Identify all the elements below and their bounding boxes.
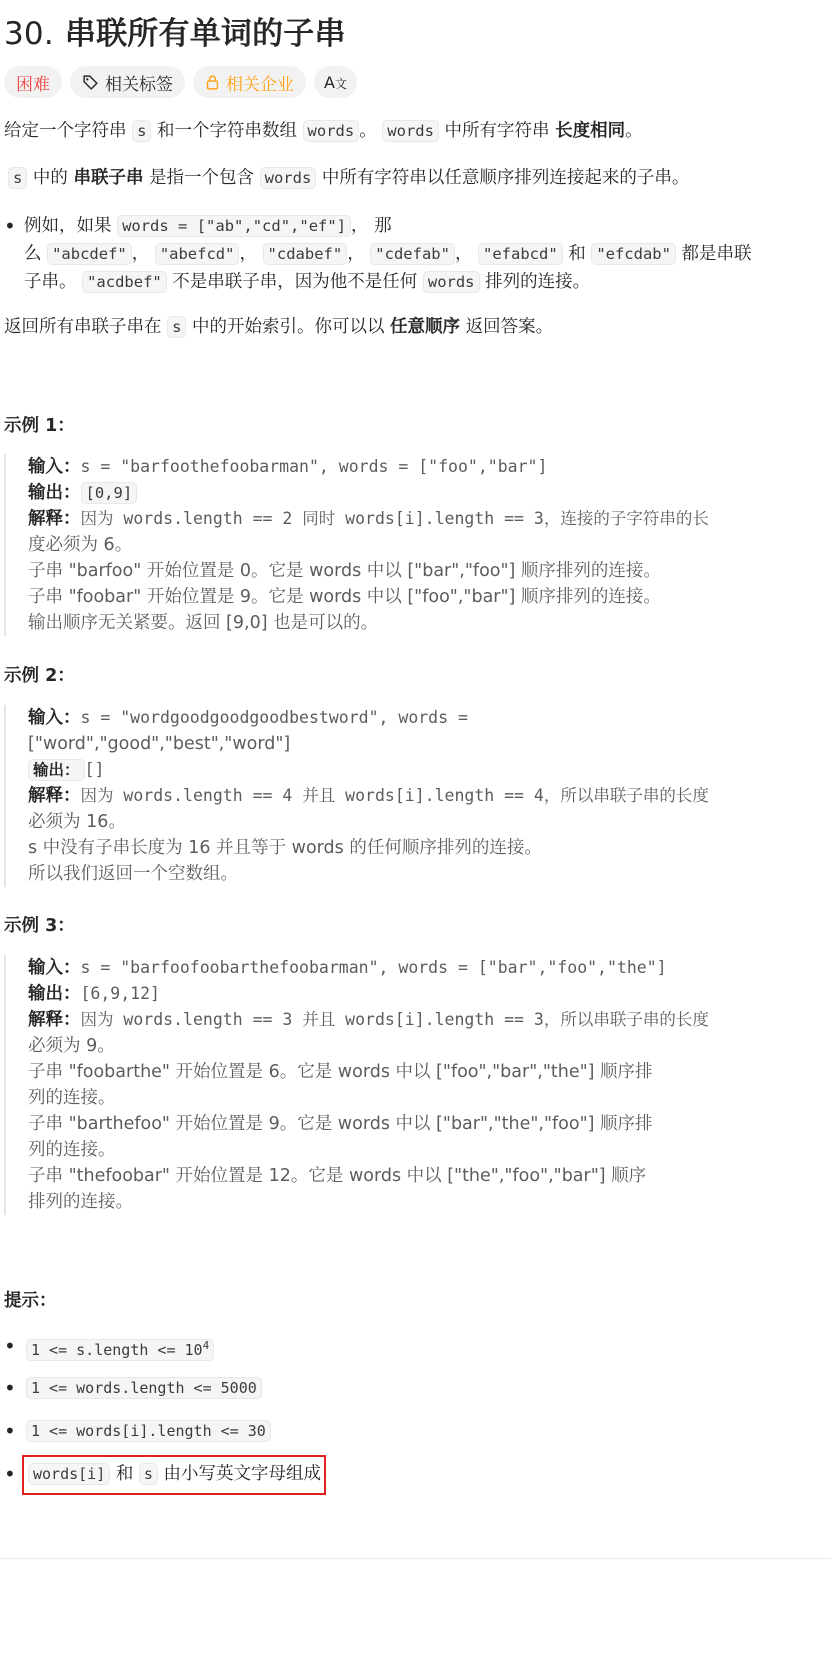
example-3-block: 输入：s = "barfoofoobarthefoobarman", words = ["bar","foo","the"] 输出：[6,9,12] 解释：因为 words.length == 3 并且 words[i].length == 3，所以串联子串的长度 必须为 9。 子串 "foobarthe" 开始位置是 6。它是 words 中以 ["foo","bar","the"] 顺序排 列的连接。 子串 "barthefoo" 开始位置是 9。它是 words 中以 ["bar","the","foo"] 顺序排 列的连接。 子串 "thefoobar" 开始位置是 12。它是 words 中以 ["the","foo","bar"] 顺序 排列的连接。 — [4, 955, 828, 1215]
example-2-explain: 解释：因为 words.length == 4 并且 words[i].length == 4，所以串联子串的长度 — [28, 786, 709, 806]
problem-title: 30. 串联所有单词的子串 — [4, 16, 346, 52]
example-2-output: 输出： [] — [28, 757, 828, 783]
hint-4: words[i] 和 s 由小写英文字母组成 — [28, 1460, 321, 1488]
example-3-output: 输出：[6,9,12] — [28, 984, 160, 1004]
description-para-3: 返回所有串联子串在 s 中的开始索引。你可以以 任意顺序 返回答案。 — [4, 317, 554, 337]
hint-1: 1 <= s.length <= $10^4$ — [26, 1332, 214, 1364]
bottom-divider — [0, 1558, 831, 1559]
example-2-input: 输入：s = "wordgoodgoodgoodbestword", words = — [28, 708, 468, 728]
lock-icon — [205, 74, 220, 91]
example-1-input: 输入：s = "barfoothefoobarman", words = ["foo","bar"] — [28, 457, 548, 477]
tag-icon — [82, 74, 99, 91]
example-1-output: 输出： [0,9] — [28, 480, 828, 506]
hints-title: 提示： — [4, 1291, 57, 1311]
highlight-box — [22, 1455, 326, 1495]
bullet-dot: • — [4, 214, 16, 238]
example-3-explain: 解释：因为 words.length == 3 并且 words[i].length == 3，所以串联子串的长度 — [28, 1010, 709, 1030]
translate-icon: A文 — [324, 72, 347, 92]
example-1-block: 输入：s = "barfoothefoobarman", words = ["foo","bar"] 输出： [0,9] 解释：因为 words.length == 2 同时 words[i].length == 3，连接的子字符串的长 度必须为 6。 子串 "barfoo" 开始位置是 0。它是 words 中以 ["bar","foo"] 顺序排列的连接。 子串 "foobar" 开始位置是 9。它是 words 中以 ["foo","bar"] 顺序排列的连接。 输出顺序无关紧要。返回 [9,0] 也是可以的。 — [4, 454, 828, 636]
description-para-1: 给定一个字符串 s 和一个字符串数组 words 。 words 中所有字符串 长度相同。 — [4, 121, 643, 141]
difficulty-badge[interactable]: 困难 — [4, 66, 62, 98]
related-tags-button[interactable]: 相关标签 — [70, 66, 185, 98]
tag-bar — [4, 66, 357, 98]
related-companies-button[interactable]: 相关企业 — [193, 66, 306, 98]
example-2-block: 输入：s = "wordgoodgoodgoodbestword", words = ["word","good","best","word"] 输出： [] 解释：因为 words.length == 4 并且 words[i].length == 4，所以串联子串的长度 必须为 16。 s 中没有子串长度为 16 并且等于 words 的任何顺序排列的连接。 所以我们返回一个空数组。 — [4, 705, 828, 887]
example-1-explain: 解释：因为 words.length == 2 同时 words[i].length == 3，连接的子字符串的长 — [28, 509, 709, 529]
example-2-title: 示例 2： — [4, 666, 75, 686]
example-3-input: 输入：s = "barfoofoobarthefoobarman", words = ["bar","foo","the"] — [28, 958, 667, 978]
description-para-2: s 中的 串联子串 是指一个包含 words 中所有字符串以任意顺序排列连接起来的子串。 — [4, 164, 689, 192]
translate-button[interactable] — [314, 66, 357, 98]
hint-3: 1 <= words[i].length <= 30 — [26, 1417, 271, 1445]
hint-2: 1 <= words.length <= 5000 — [26, 1374, 262, 1402]
example-bullet: 例如，如果 words = ["ab","cd","ef"] ， 那 么 "abcdef" ， "abefcd" ， "cdabef" ， "cdefab" ， "efabcd" 和 "efcdab" 都是串联 子串。 "acdbef" 不是串联子串，因为他不是任何 words 排列的连接。 — [24, 216, 752, 292]
example-1-title: 示例 1： — [4, 416, 75, 436]
example-3-title: 示例 3： — [4, 916, 75, 936]
